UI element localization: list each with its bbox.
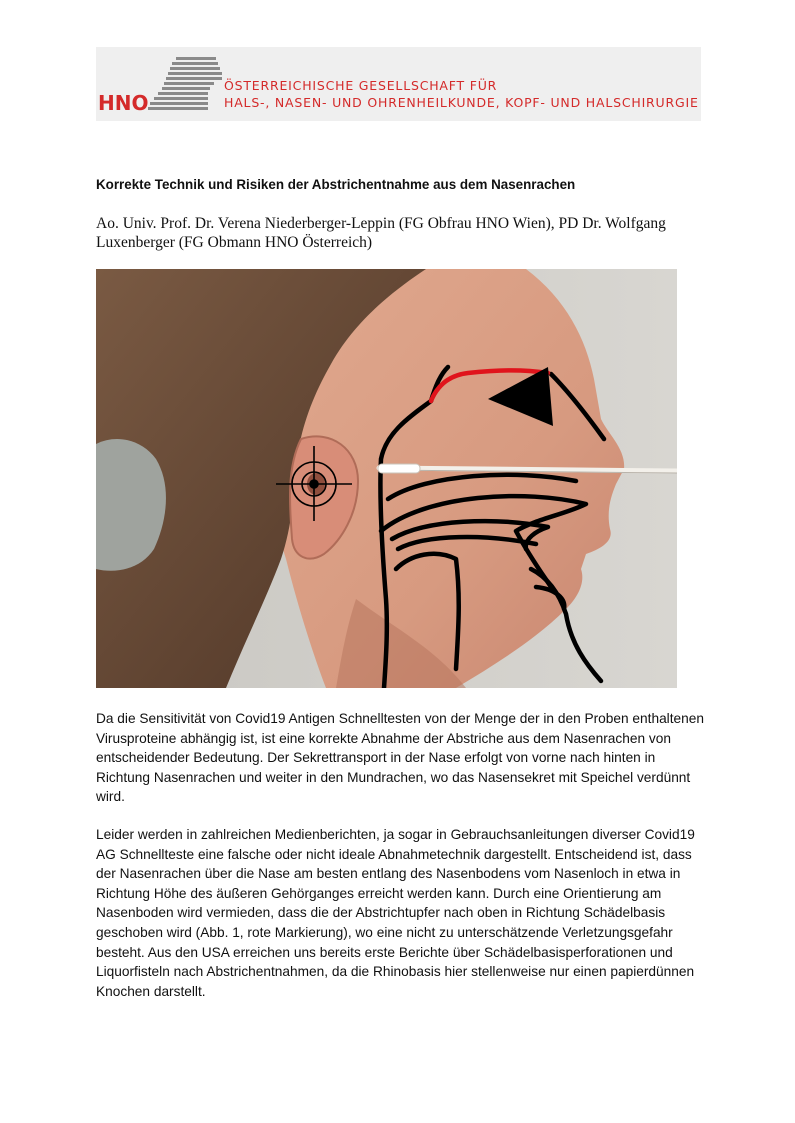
society-name-line1: ÖSTERREICHISCHE GESELLSCHAFT FÜR xyxy=(224,78,498,93)
paragraph-1: Da die Sensitivität von Covid19 Antigen Schnelltesten von der Menge der in den Proben enthaltenen Virusproteine abhängig ist, ist eine korrekte Abnahme der Abstriche aus dem Nasenrachen von entscheidender Bedeutung. Der Sekrettransport in der Nase erfolgt von vorne nach hinten in Richtung Nasenrachen und weiter in den Mundrachen, wo das Nasensekret mit Speichel verdünnt wird. xyxy=(96,711,704,805)
nasopharynx-swab-figure xyxy=(96,269,677,688)
document-authors: Ao. Univ. Prof. Dr. Verena Niederberger-Leppin (FG Obfrau HNO Wien), PD Dr. Wolfgang Luxenberger (FG Obmann HNO Österreich) xyxy=(96,215,666,251)
document-title: Korrekte Technik und Risiken der Abstrichentnahme aus dem Nasenrachen xyxy=(96,177,576,192)
society-name-line2: HALS-, NASEN- UND OHRENHEILKUNDE, KOPF- UND HALSCHIRURGIE xyxy=(224,95,699,110)
paragraph-2: Leider werden in zahlreichen Medienberichten, ja sogar in Gebrauchsanleitungen diverser Covid19 AG Schnellteste eine falsche oder nicht ideale Abnahmetechnik dargestellt. Entscheidend ist, dass der Nasenrachen über die Nase am besten entlang des Nasenbodens vom Nasenloch in etwa in Richtung Höhe des äußeren Gehörganges erreicht werden kann. Durch eine Orientierung am Nasenboden wird vermieden, dass die der Abstrichtupfer nach oben in Richtung Schädelbasis geschoben wird (Abb. 1, rote Markierung), wo eine nicht zu unterschätzende Verletzungsgefahr besteht. Aus den USA erreichen uns bereits erste Berichte über Schädelbasisperforationen und Liquorfisteln nach Abstrichentnahmen, da die Rhinobasis hier stellenweise nur einen papierdünnen Knochen darstellt. xyxy=(96,827,695,999)
society-name xyxy=(224,77,699,111)
header-banner xyxy=(96,47,701,121)
hno-logo: HNO xyxy=(98,91,149,115)
